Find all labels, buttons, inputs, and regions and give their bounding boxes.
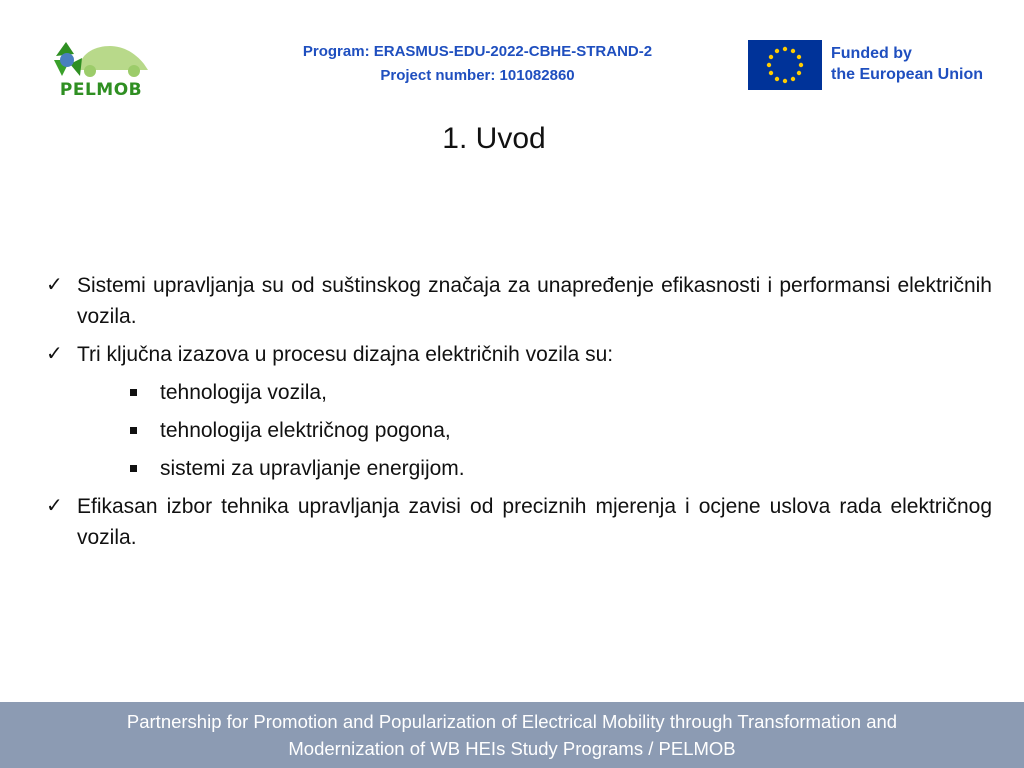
square-bullet-icon xyxy=(130,465,137,472)
pelmob-logo xyxy=(48,34,154,100)
eu-line-2: the European Union xyxy=(831,66,983,83)
square-bullet-icon xyxy=(130,389,137,396)
list-item-text: Tri ključna izazova u procesu dizajna električnih vozila su: xyxy=(77,343,614,366)
list-item-text: Efikasan izbor tehnika upravljanja zavisi od preciznih mjerenja i ocjene uslova rada električnog vozila. xyxy=(77,495,992,549)
sub-list-item xyxy=(46,453,992,484)
square-bullet-icon xyxy=(130,427,137,434)
list-item xyxy=(46,491,992,553)
program-info xyxy=(250,40,705,88)
footer-line-2: Modernization of WB HEIs Study Programs / PELMOB xyxy=(288,738,736,759)
eu-funding-text xyxy=(831,43,983,85)
eu-flag-icon xyxy=(748,40,822,90)
sub-list-item-text: sistemi za upravljanje energijom. xyxy=(160,457,465,480)
checkmark-icon: ✓ xyxy=(46,274,63,296)
checkmark-icon: ✓ xyxy=(46,343,63,365)
sub-list-item-text: tehnologija električnog pogona, xyxy=(160,419,451,442)
sub-list-item-text: tehnologija vozila, xyxy=(160,381,327,404)
eu-line-1: Funded by xyxy=(831,45,912,62)
sub-list-item xyxy=(46,377,992,408)
project-number-line: Project number: 101082860 xyxy=(380,67,575,84)
slide-content xyxy=(46,270,992,560)
eu-funding-badge xyxy=(748,40,998,90)
checkmark-icon: ✓ xyxy=(46,495,63,517)
sub-list-item xyxy=(46,415,992,446)
program-line: Program: ERASMUS-EDU-2022-CBHE-STRAND-2 xyxy=(302,43,653,60)
list-item xyxy=(46,339,992,370)
list-item-text: Sistemi upravljanja su od suštinskog značaja za unapređenje efikasnosti i performansi električnih vozila. xyxy=(77,274,992,328)
list-item xyxy=(46,270,992,332)
slide-title: 1. Uvod xyxy=(442,122,546,155)
footer-banner xyxy=(0,702,1024,768)
logo-text: PELMOB xyxy=(59,80,143,100)
footer-line-1: Partnership for Promotion and Popularization of Electrical Mobility through Transformation and xyxy=(126,711,898,732)
recycle-car-logo-icon xyxy=(48,34,154,84)
